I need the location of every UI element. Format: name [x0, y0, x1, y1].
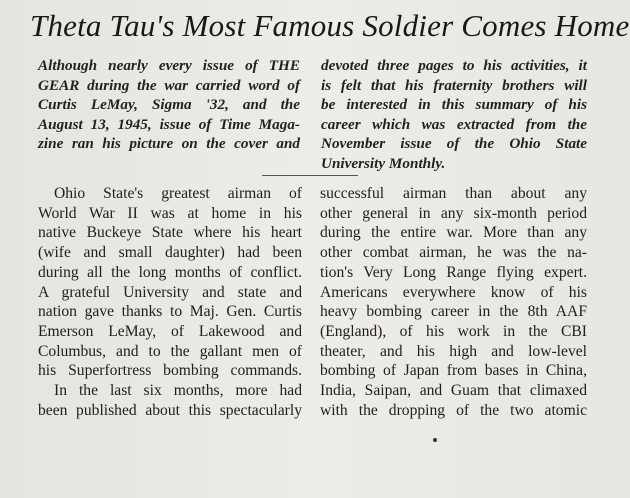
intro-line: GEAR during the war carried word of: [38, 76, 300, 94]
intro-line: zine ran his picture on the cover and: [38, 135, 300, 153]
body-line: native Buckeye State where his heart: [38, 224, 302, 242]
body-line: heavy bombing career in the 8th AAF: [320, 303, 587, 321]
intro-line: is felt that his fraternity brothers will: [321, 76, 587, 94]
intro-line: career which was extracted from the: [321, 115, 587, 133]
body-line: Columbus, and to the gallant men of: [38, 342, 302, 360]
body-right-column: [320, 184, 587, 420]
body-line: theater, and his high and low-level: [320, 342, 587, 360]
intro-left-column: [38, 56, 300, 154]
body-line: other combat airman, he was the na-: [320, 244, 587, 262]
body-line: during the entire war. More than any: [320, 224, 587, 242]
intro-line: August 13, 1945, issue of Time Maga-: [38, 115, 300, 133]
body-line: Ohio State's greatest airman of: [54, 185, 302, 202]
intro-line: November issue of the Ohio State: [321, 135, 587, 153]
section-divider: [262, 175, 358, 176]
body-line: successful airman than about any: [320, 185, 587, 202]
page-mark: [433, 438, 437, 442]
body-line: nation gave thanks to Maj. Gen. Curtis: [38, 303, 302, 321]
body-line: during all the long months of conflict.: [38, 263, 302, 281]
body-line: Americans everywhere know of his: [320, 283, 587, 301]
body-left-column: [38, 184, 302, 420]
intro-line: Curtis LeMay, Sigma '32, and the: [38, 96, 300, 114]
body-line: bombing of Japan from bases in China,: [320, 362, 587, 380]
intro-line: devoted three pages to his activities, it: [321, 57, 587, 74]
body-line: In the last six months, more had: [54, 382, 302, 400]
body-line: A grateful University and state and: [38, 283, 302, 301]
body-line: other general in any six-month period: [320, 204, 587, 222]
body-line: (England), of his work in the CBI: [320, 322, 587, 340]
body-line: World War II was at home in his: [38, 204, 302, 222]
body-line: his Superfortress bombing commands.: [38, 362, 302, 380]
intro-line: be interested in this summary of his: [321, 96, 587, 114]
intro-line: University Monthly.: [321, 154, 446, 172]
article-title: Theta Tau's Most Famous Soldier Comes Home: [30, 8, 630, 43]
body-line: (wife and small daughter) had been: [38, 244, 302, 262]
body-line: tion's Very Long Range flying expert.: [320, 263, 587, 281]
body-line: with the dropping of the two atomic: [320, 401, 587, 419]
body-line: Emerson LeMay, of Lakewood and: [38, 322, 302, 340]
intro-line: Although nearly every issue of THE: [38, 57, 300, 74]
body-line: India, Saipan, and Guam that climaxed: [320, 382, 587, 400]
body-line: been published about this spectacularly: [38, 401, 302, 419]
intro-right-column: [321, 56, 587, 174]
